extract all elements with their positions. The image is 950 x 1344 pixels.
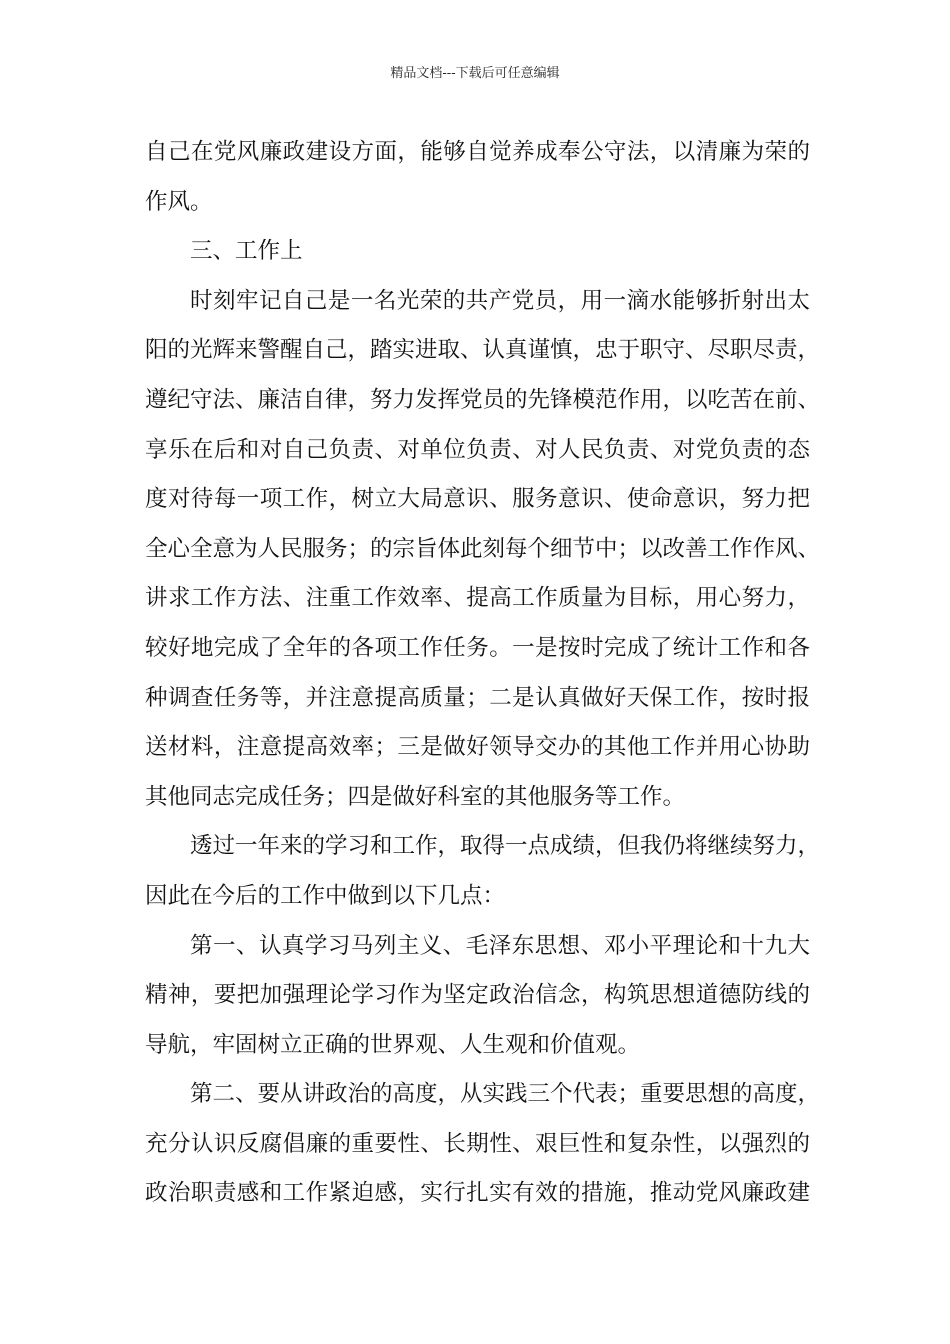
text-line: 时刻牢记自己是一名光荣的共产党员，用一滴水能够折射出太 xyxy=(190,287,810,314)
text-line: 导航，牢固树立正确的世界观、人生观和价值观。 xyxy=(145,1031,641,1058)
text-line: 透过一年来的学习和工作，取得一点成绩，但我仍将继续努力， xyxy=(190,833,821,860)
text-line: 充分认识反腐倡廉的重要性、长期性、艰巨性和复杂性，以强烈的 xyxy=(145,1130,810,1157)
text-line: 较好地完成了全年的各项工作任务。一是按时完成了统计工作和各 xyxy=(145,634,810,661)
text-line: 政治职责感和工作紧迫感，实行扎实有效的措施，推动党风廉政建 xyxy=(145,1180,810,1207)
text-line: 第二、要从讲政治的高度，从实践三个代表；重要思想的高度， xyxy=(190,1081,821,1108)
text-line: 第一、认真学习马列主义、毛泽东思想、邓小平理论和十九大 xyxy=(190,932,810,959)
text-line: 讲求工作方法、注重工作效率、提高工作质量为目标，用心努力， xyxy=(145,585,810,612)
text-line: 精神，要把加强理论学习作为坚定政治信念，构筑思想道德防线的 xyxy=(145,982,810,1009)
text-line: 遵纪守法、廉洁自律，努力发挥党员的先锋模范作用，以吃苦在前、 xyxy=(145,386,821,413)
text-line: 度对待每一项工作，树立大局意识、服务意识、使命意识，努力把 xyxy=(145,486,810,513)
text-line: 自己在党风廉政建设方面，能够自觉养成奉公守法，以清廉为荣的 xyxy=(145,139,810,165)
text-line: 因此在今后的工作中做到以下几点： xyxy=(145,882,506,909)
document-body xyxy=(145,128,821,1219)
text-line: 阳的光辉来警醒自己，踏实进取、认真谨慎，忠于职守、尽职尽责， xyxy=(145,337,821,364)
page-header: 精品文档---下载后可任意编辑 xyxy=(390,66,560,81)
text-line: 三、工作上 xyxy=(190,238,303,265)
text-line: 作风。 xyxy=(145,188,213,215)
text-line: 其他同志完成任务；四是做好科室的其他服务等工作。 xyxy=(145,783,686,810)
text-line: 全心全意为人民服务；的宗旨体此刻每个细节中；以改善工作作风、 xyxy=(145,535,821,562)
text-line: 送材料，注意提高效率；三是做好领导交办的其他工作并用心协助 xyxy=(145,734,810,761)
text-line: 享乐在后和对自己负责、对单位负责、对人民负责、对党负责的态 xyxy=(145,436,810,463)
text-line: 种调查任务等，并注意提高质量；二是认真做好天保工作，按时报 xyxy=(145,684,810,711)
